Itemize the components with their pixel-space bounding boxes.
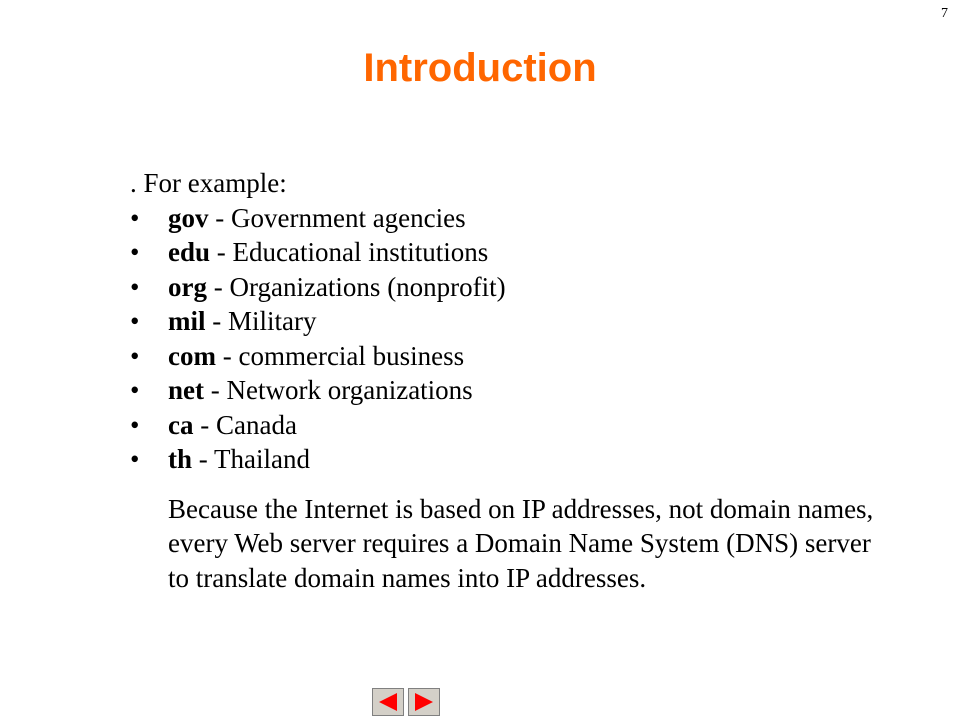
list-item-gov [130,201,890,236]
slide-navigation [372,688,440,716]
slide-title: Introduction [363,46,597,90]
list-item-th [130,442,890,477]
next-slide-button[interactable] [408,688,440,716]
domain-term: th [168,444,193,474]
domain-term: org [168,271,207,302]
domain-description: - Military [205,306,317,336]
domain-description: - Government agencies [208,202,466,233]
bullet-icon: • [130,237,140,267]
domain-description: - Thailand [192,444,310,474]
domain-term: mil [168,306,206,336]
list-item-edu [130,235,890,270]
bullet-icon: • [130,444,140,474]
domain-description: - commercial business [215,340,465,371]
domain-description: - Educational institutions [210,237,489,267]
domain-description: - Canada [193,409,297,440]
left-arrow-icon [377,692,399,712]
bullet-icon: • [130,340,140,371]
bullet-icon: • [130,202,140,233]
intro-text: . For example: [130,168,287,198]
bullet-icon: • [130,409,140,440]
domain-term: edu [168,237,211,267]
domain-term: com [168,340,216,371]
bullet-icon: • [130,375,140,405]
list-item-net [130,373,890,408]
dns-paragraph: Because the Internet is based on IP addresses, not domain names, every Web server requires a Domain Name System (DNS) server to translate domain names into IP addresses. [168,493,874,593]
domain-list [130,201,890,477]
domain-description: - Organizations (nonprofit) [206,271,506,302]
list-item-mil [130,304,890,339]
domain-term: gov [168,202,209,233]
bullet-icon: • [130,271,140,302]
domain-description: - Network organizations [204,375,473,405]
page-number: 7 [941,6,948,21]
previous-slide-button[interactable] [372,688,404,716]
domain-term: net [168,375,204,405]
list-item-ca [130,408,890,443]
list-item-com [130,339,890,374]
bullet-icon: • [130,306,140,336]
right-arrow-icon [413,692,435,712]
domain-term: ca [168,409,194,440]
slide-content [130,166,890,595]
list-item-org [130,270,890,305]
